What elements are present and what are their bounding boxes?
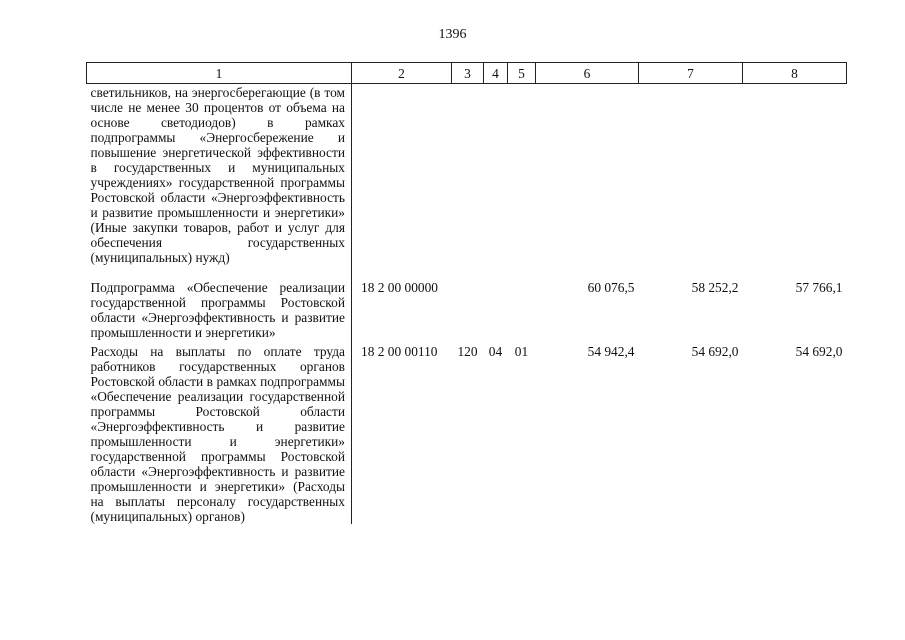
row-description: светильников, на энергосберегающие (в том числе не менее 30 процентов от объема на основе светодиодов) в рамках подпрограммы «Энергосбережение и повышение энергетической эффективности в государственных и муниципальных учреждениях» государственной программы Ростовской области «Энергоэффективность и развитие промышленности и энергетики» (Иные закупки товаров, работ и услуг для обеспечения государственных (муниципальных) нужд) (87, 84, 352, 266)
row-col3 (452, 84, 484, 266)
row-amount-7: 58 252,2 (691, 280, 739, 295)
row-amount-8: 57 766,1 (795, 280, 843, 295)
column-header: 2 (352, 63, 452, 84)
row-amount-8 (743, 84, 847, 266)
column-header: 1 (87, 63, 352, 84)
row-code: 18 2 00 00000 (361, 280, 438, 295)
column-header: 7 (639, 63, 743, 84)
row-col3: 120 (457, 344, 478, 359)
row-amount-6: 54 942,4 (587, 344, 635, 359)
column-header: 6 (536, 63, 639, 84)
row-col4 (484, 84, 508, 266)
table-row (87, 340, 847, 524)
row-description: Подпрограмма «Обеспечение реализации государственной программы Ростовской области «Энергоэффективность и развитие промышленности и энергетики» (87, 265, 352, 340)
row-amount-7 (639, 84, 743, 266)
row-amount-6 (536, 84, 639, 266)
column-header: 8 (743, 63, 847, 84)
row-amount-8: 54 692,0 (795, 344, 843, 359)
row-col4 (484, 265, 508, 340)
row-description: Расходы на выплаты по оплате труда работников государственных органов Ростовской области в рамках подпрограммы «Обеспечение реализации государственной программы Ростовской области «Энергоэффективность и развитие промышленности и энергетики» государственной программы Ростовской области «Энергоэффективность и развитие промышленности и энергетики» (Расходы на выплаты персоналу государственных (муниципальных) органов) (87, 340, 352, 524)
row-col5 (508, 265, 536, 340)
row-code (352, 84, 452, 266)
table-header-row (87, 63, 847, 84)
column-header: 4 (484, 63, 508, 84)
column-header: 5 (508, 63, 536, 84)
row-amount-6: 60 076,5 (587, 280, 635, 295)
row-col5 (508, 84, 536, 266)
row-col4: 04 (488, 344, 503, 359)
row-amount-7: 54 692,0 (691, 344, 739, 359)
row-col3 (452, 265, 484, 340)
table-row (87, 265, 847, 340)
column-header: 3 (452, 63, 484, 84)
table-row (87, 84, 847, 266)
budget-table (86, 62, 847, 524)
row-code: 18 2 00 00110 (361, 344, 438, 359)
row-col5: 01 (514, 344, 529, 359)
page-number: 1396 (438, 27, 467, 42)
